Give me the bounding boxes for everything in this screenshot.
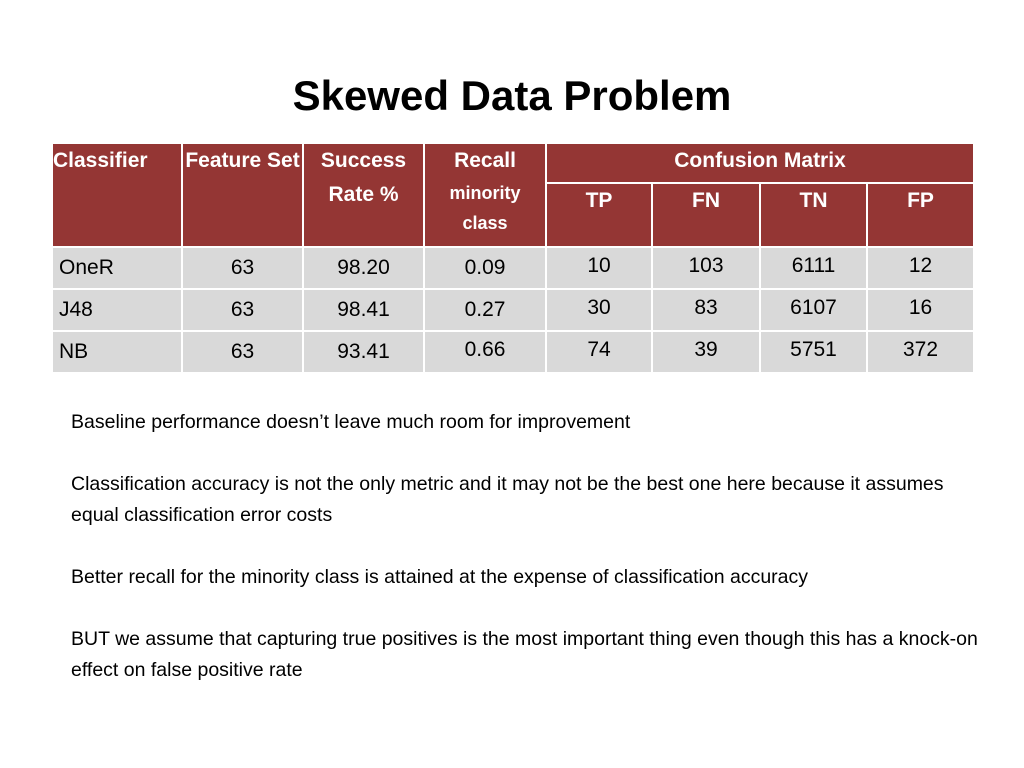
- cell-tn: 5751: [760, 331, 867, 373]
- cell-fp: 12: [867, 247, 974, 289]
- header-confusion-matrix: Confusion Matrix: [546, 143, 974, 183]
- header-recall-sub: minority class: [449, 183, 521, 233]
- cell-success-rate: 98.41: [303, 289, 424, 331]
- header-feature-set: Feature Set: [182, 143, 303, 247]
- cell-tn: 6107: [760, 289, 867, 331]
- header-tp: TP: [546, 183, 652, 247]
- table-row: [52, 289, 974, 331]
- header-recall: [424, 143, 546, 247]
- cell-feature-set: 63: [182, 247, 303, 289]
- cell-recall: 0.09: [424, 247, 546, 289]
- header-fn: FN: [652, 183, 760, 247]
- slide-title: Skewed Data Problem: [292, 72, 732, 119]
- cell-fn: 83: [652, 289, 760, 331]
- cell-feature-set: 63: [182, 331, 303, 373]
- note-recall-tradeoff: Better recall for the minority class is attained at the expense of classification accuracy: [71, 566, 809, 588]
- cell-classifier: OneR: [52, 247, 182, 289]
- cell-fn: 39: [652, 331, 760, 373]
- table-row: [52, 247, 974, 289]
- notes-section: [71, 407, 981, 717]
- header-classifier: Classifier: [52, 143, 182, 247]
- cell-success-rate: 98.20: [303, 247, 424, 289]
- note-accuracy-metric: Classification accuracy is not the only metric and it may not be the best one here because it assumes equal classification error costs: [71, 473, 944, 526]
- cell-feature-set: 63: [182, 289, 303, 331]
- note-true-positives: BUT we assume that capturing true positives is the most important thing even though this has a knock-on effect on false positive rate: [71, 628, 978, 681]
- cell-classifier: NB: [52, 331, 182, 373]
- header-recall-label: Recall: [454, 149, 516, 172]
- cell-tn: 6111: [760, 247, 867, 289]
- table-row: [52, 331, 974, 373]
- cell-tp: 10: [546, 247, 652, 289]
- cell-tp: 30: [546, 289, 652, 331]
- header-tn: TN: [760, 183, 867, 247]
- note-baseline: Baseline performance doesn’t leave much room for improvement: [71, 411, 631, 433]
- cell-tp: 74: [546, 331, 652, 373]
- header-success-rate: Success Rate %: [303, 143, 424, 247]
- cell-fp: 372: [867, 331, 974, 373]
- cell-success-rate: 93.41: [303, 331, 424, 373]
- cell-classifier: J48: [52, 289, 182, 331]
- cell-fp: 16: [867, 289, 974, 331]
- cell-recall: 0.27: [424, 289, 546, 331]
- cell-recall: 0.66: [424, 331, 546, 373]
- results-table: [51, 142, 975, 374]
- cell-fn: 103: [652, 247, 760, 289]
- header-fp: FP: [867, 183, 974, 247]
